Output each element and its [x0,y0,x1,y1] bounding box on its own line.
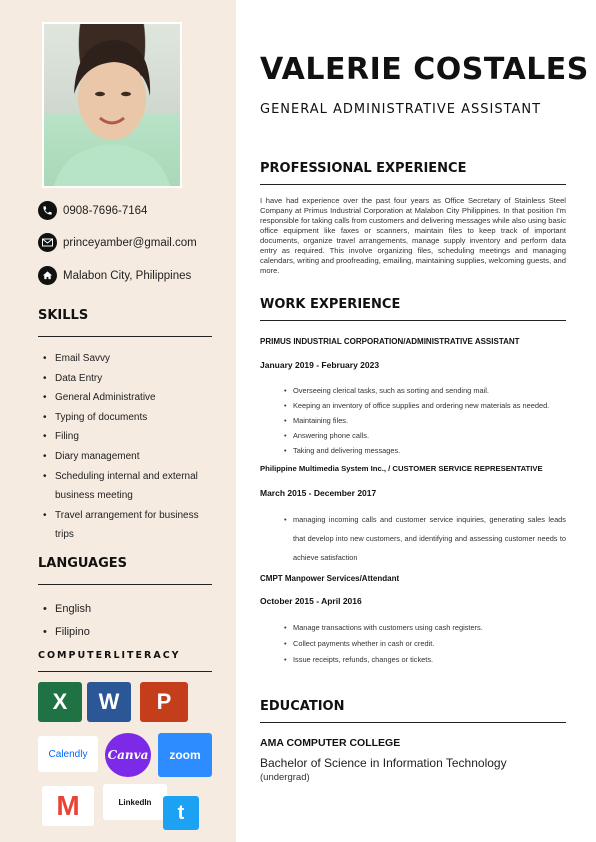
excel-logo [38,682,82,722]
profile-photo [42,22,182,188]
calendly-logo [38,736,98,772]
mail-icon [38,233,57,252]
word-icon: W [98,689,120,714]
degree: Bachelor of Science in Information Technology [260,756,507,770]
list-item: • Collect payments whether in cash or credit. [284,636,566,652]
skills-heading: SKILLS [38,308,89,323]
list-item: • Issue receipts, refunds, changes or tickets. [284,652,566,668]
list-item: • Typing of documents [43,408,213,428]
linkedin-icon: LinkedIn [118,797,152,807]
gmail-logo [42,786,94,826]
calendly-icon: Calendly [48,748,88,760]
job-title: Philippine Multimedia System Inc., / CUSTOMER SERVICE REPRESENTATIVE [260,464,543,473]
professional-summary: I have had experience over the past four years as Office Secretary of Stainless Steel Company at Primus Industrial Corporation at Malabon City Philippines. In that position I'm responsible for taking calls from customers and delivering messages while also using basic office equipment like faxes or scanners, maintain files to keep track of important documents, organize travel arrangements, manage supply inventory and perform data entry as required. This involve organizing files, scheduling meetings and managing calendars, writing and proofreading, emailing, maintaining supplies, welcoming guests, and more. [260,196,566,275]
canva-logo [105,733,151,777]
list-item: • Filing [43,427,213,447]
job-title: CMPT Manpower Services/Attendant [260,574,400,583]
home-icon [38,266,57,285]
canva-icon: Canva [107,748,149,762]
degree-note: (undergrad) [260,772,310,783]
job-duties [284,620,566,668]
contact-email [38,233,197,252]
contact-phone [38,201,147,220]
education-heading: EDUCATION [260,699,345,714]
list-item: • Scheduling internal and external business meeting [43,467,213,506]
zoom-icon: zoom [169,748,201,762]
job-duties [284,510,566,567]
candidate-title: GENERAL ADMINISTRATIVE ASSISTANT [260,102,542,117]
phone-icon [38,201,57,220]
list-item: • Diary management [43,447,213,467]
list-item: • Travel arrangement for business trips [43,506,213,545]
languages-list [43,598,213,644]
list-item: • Email Savvy [43,349,213,369]
gmail-icon: M [56,790,80,821]
powerpoint-logo [140,682,188,722]
list-item: • Data Entry [43,369,213,389]
contact-location [38,266,191,285]
job-dates: January 2019 - February 2023 [260,360,380,370]
powerpoint-icon: P [156,689,172,714]
location: Malabon City, Philippines [63,269,192,282]
zoom-logo [158,733,212,777]
email-address: princeyamber@gmail.com [63,236,197,249]
list-item: • Keeping an inventory of office supplies and ordering new materials as needed. [284,398,566,413]
languages-heading: LANGUAGES [38,556,128,571]
linkedin-logo [103,784,167,820]
list-item: • Overseeing clerical tasks, such as sorting and sending mail. [284,383,566,398]
computer-literacy-heading: COMPUTERLITERACY [38,650,181,661]
list-item: • Maintaining files. [284,413,566,428]
professional-experience-divider [260,184,566,185]
languages-divider [38,584,212,585]
list-item: • Filipino [43,621,213,644]
list-item: • managing incoming calls and customer service inquiries, generating sales leads that develop into new customers, and identifying and assessing customer needs to achieve satisfaction [284,510,566,567]
work-experience-divider [260,320,566,321]
school-name: AMA COMPUTER COLLEGE [260,737,401,749]
candidate-name: VALERIE COSTALES [260,52,589,87]
list-item: • General Administrative [43,388,213,408]
list-item: • Taking and delivering messages. [284,443,566,458]
sidebar [0,0,236,842]
list-item: • English [43,598,213,621]
job-dates: March 2015 - December 2017 [260,488,377,498]
job-duties [284,383,566,458]
education-divider [260,722,566,723]
list-item: • Answering phone calls. [284,428,566,443]
word-logo [87,682,131,722]
phone-number: 0908-7696-7164 [63,204,148,217]
job-dates: October 2015 - April 2016 [260,596,362,606]
twitter-logo [163,796,199,830]
computer-literacy-divider [38,671,212,672]
excel-icon: X [52,689,68,714]
job-title: PRIMUS INDUSTRIAL CORPORATION/ADMINISTRATIVE ASSISTANT [260,337,520,346]
work-experience-heading: WORK EXPERIENCE [260,297,401,312]
professional-experience-heading: PROFESSIONAL EXPERIENCE [260,161,467,176]
twitter-icon: t [177,801,185,824]
list-item: • Manage transactions with customers using cash registers. [284,620,566,636]
skills-list [43,349,213,545]
portrait-illustration [44,24,180,186]
skills-divider [38,336,212,337]
